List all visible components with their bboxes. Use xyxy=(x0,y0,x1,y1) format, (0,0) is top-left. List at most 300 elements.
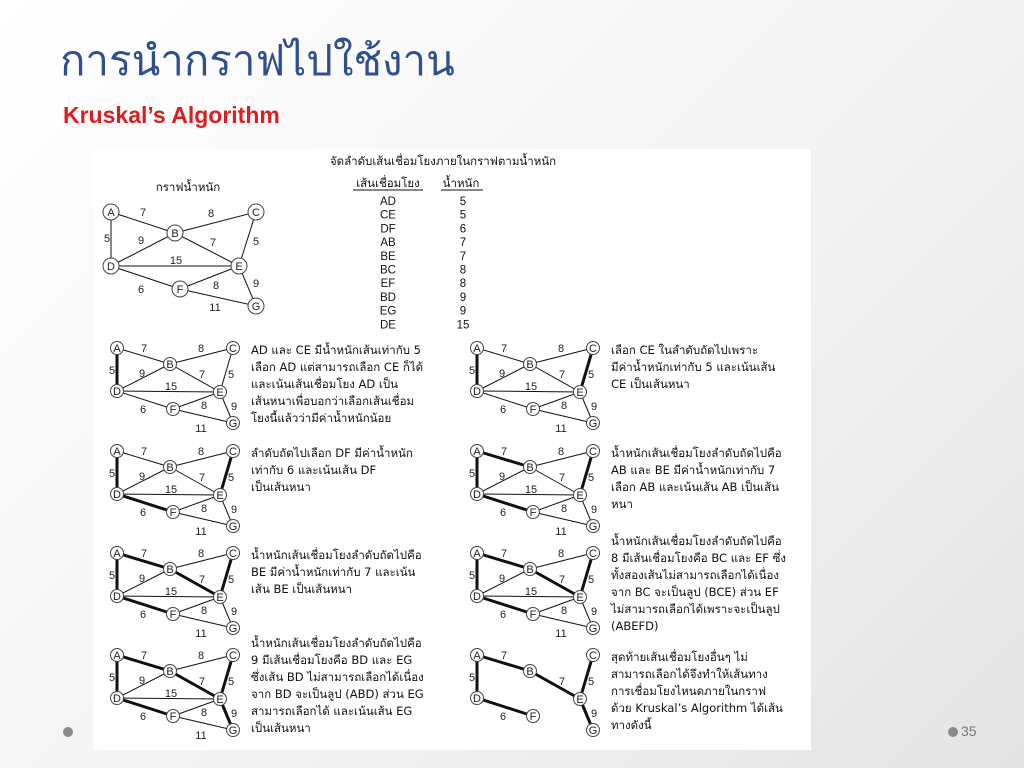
edge-weight-fg: 11 xyxy=(209,302,221,314)
step-text-line: เลือก CE ในลำดับถัดไปเพราะ xyxy=(611,343,759,357)
edge-weight-eg: 9 xyxy=(590,708,598,720)
table-weight-cell: 8 xyxy=(459,278,467,291)
node-label: D xyxy=(113,489,121,501)
step-8-graph xyxy=(469,649,600,738)
edge-weight-de: 15 xyxy=(524,381,538,393)
edge-weight-be: 7 xyxy=(558,574,566,586)
table-weight-cell: 15 xyxy=(456,319,470,332)
edge-weight-bd: 9 xyxy=(137,235,145,247)
step-text-line: การเชื่อมโยงไหนดภายในกราฟ xyxy=(611,684,767,698)
node-label: D xyxy=(107,261,115,273)
node-f xyxy=(167,403,180,417)
edge-weight-df: 6 xyxy=(499,404,507,416)
node-label: G xyxy=(228,623,238,635)
edge-weight-be: 7 xyxy=(558,369,566,381)
node-label: E xyxy=(576,592,584,604)
node-label: C xyxy=(252,207,260,219)
node-d xyxy=(111,488,124,502)
node-b xyxy=(524,358,537,372)
node-label: F xyxy=(529,609,537,621)
edge-weight-fg: 11 xyxy=(195,628,207,640)
node-label: C xyxy=(229,446,237,458)
edge-weight-bc: 8 xyxy=(197,548,205,560)
node-label: A xyxy=(113,548,121,560)
node-f xyxy=(167,506,180,520)
node-label: A xyxy=(473,548,481,560)
node-e xyxy=(231,258,247,274)
step-text-line: เส้นหนาเพื่อบอกว่าเลือกเส้นเชื่อม xyxy=(251,394,415,408)
edge-weight-ab: 7 xyxy=(139,207,147,219)
edge-bc xyxy=(175,212,256,233)
step-text-line: ลำดับถัดไปเลือก DF มีค่าน้ำหนัก xyxy=(251,446,413,460)
step-text-line: น้ำหนักเส้นเชื่อมโยงลำดับถัดไปคือ xyxy=(251,636,422,650)
edge-weight-fg: 11 xyxy=(555,628,567,640)
edge-weight-eg: 9 xyxy=(590,504,598,516)
node-f xyxy=(167,608,180,622)
node-label: F xyxy=(529,711,537,723)
edge-weight-ad: 5 xyxy=(103,233,111,245)
edge-df xyxy=(111,266,180,289)
table-weight-cell: 6 xyxy=(459,223,467,236)
step-6-description xyxy=(610,533,786,633)
node-label: A xyxy=(473,446,481,458)
node-e xyxy=(214,386,227,400)
node-d xyxy=(471,590,484,604)
step-text-line: มีค่าน้ำหนักเท่ากับ 5 และเน้นเส้น xyxy=(611,360,776,374)
step-5-graph xyxy=(109,547,240,641)
edge-weight-df: 6 xyxy=(137,284,145,296)
node-a xyxy=(111,445,124,459)
edge-weight-df: 6 xyxy=(139,609,147,621)
node-label: G xyxy=(228,418,238,430)
edge-weight-ad: 5 xyxy=(108,570,116,582)
edge-weight-fe: 8 xyxy=(200,707,208,719)
step-5-description xyxy=(251,547,422,596)
edge-weight-ad: 5 xyxy=(468,672,476,684)
step-text-line: โยงนี้แล้วว่ามีค่าน้ำหนักน้อย xyxy=(251,411,392,425)
node-label: A xyxy=(113,650,121,662)
edge-fe xyxy=(533,495,580,512)
node-e xyxy=(214,693,227,707)
edge-weight-bc: 8 xyxy=(197,343,205,355)
edge-be xyxy=(170,569,220,597)
node-label: C xyxy=(589,446,597,458)
step-text-line: จาก BD จะเป็นลูป (ABD) ส่วน EG xyxy=(251,687,424,701)
node-g xyxy=(227,622,240,636)
node-f xyxy=(167,710,180,724)
edge-weight-ce: 5 xyxy=(252,236,260,248)
node-label: A xyxy=(113,343,121,355)
node-label: A xyxy=(473,650,481,662)
node-label: A xyxy=(107,207,115,219)
node-b xyxy=(164,563,177,577)
node-c xyxy=(227,445,240,459)
node-label: C xyxy=(229,343,237,355)
table-weight-cell: 7 xyxy=(459,250,467,263)
edge-weight-ad: 5 xyxy=(108,468,116,480)
step-2-graph xyxy=(469,342,600,436)
step-text-line: (ABEFD) xyxy=(611,619,659,633)
node-label: A xyxy=(113,446,121,458)
edge-weight-fg: 11 xyxy=(195,526,207,538)
node-label: G xyxy=(228,725,238,737)
edge-weight-be: 7 xyxy=(209,237,217,249)
graph-title: กราฟน้ำหนัก xyxy=(155,180,221,194)
edge-weight-de: 15 xyxy=(164,688,178,700)
edge-be xyxy=(530,569,580,597)
step-text-line: เส้น BE เป็นเส้นหนา xyxy=(251,582,353,596)
table-weight-cell: 9 xyxy=(459,305,467,318)
node-label: E xyxy=(216,592,224,604)
table-edge-cell: AB xyxy=(380,237,396,250)
edge-fe xyxy=(533,597,580,614)
step-text-line: AB และ BE มีค่าน้ำหนักเท่ากับ 7 xyxy=(611,463,776,477)
edge-weight-ad: 5 xyxy=(108,365,116,377)
step-text-line: ด้วย Kruskal’s Algorithm ได้เส้น xyxy=(611,701,783,715)
edge-weight-df: 6 xyxy=(499,507,507,519)
edge-weight-ab: 7 xyxy=(140,343,148,355)
node-g xyxy=(227,724,240,738)
node-label: D xyxy=(473,489,481,501)
step-text-line: 8 มีเส้นเชื่อมโยงคือ BC และ EF ซึ่ง xyxy=(611,551,786,565)
edge-weight-eg: 9 xyxy=(230,504,238,516)
node-a xyxy=(111,547,124,561)
slide-bullet-left xyxy=(63,727,73,737)
page-number: 35 xyxy=(961,723,977,739)
edge-weight-ad: 5 xyxy=(468,468,476,480)
table-weight-cell: 8 xyxy=(459,264,467,277)
edge-weight-ce: 5 xyxy=(227,369,235,381)
step-text-line: สามารถเลือกได้จึงทำให้เส้นทาง xyxy=(611,667,768,681)
node-d xyxy=(103,258,119,274)
node-label: C xyxy=(229,548,237,560)
node-d xyxy=(471,385,484,399)
node-label: B xyxy=(526,462,534,474)
table-edge-cell: DE xyxy=(380,319,396,332)
step-text-line: ซึ่งเส้น BD ไม่สามารถเลือกได้เนื่อง xyxy=(251,670,424,684)
edge-weight-ce: 5 xyxy=(587,472,595,484)
step-8-description xyxy=(611,649,783,732)
node-g xyxy=(587,724,600,738)
edge-be xyxy=(170,467,220,495)
step-text-line: CE เป็นเส้นหนา xyxy=(611,377,690,391)
step-text-line: เท่ากับ 6 และเน้นเส้น DF xyxy=(251,463,377,477)
node-c xyxy=(227,649,240,663)
node-e xyxy=(574,591,587,605)
node-d xyxy=(111,385,124,399)
edge-weight-de: 15 xyxy=(524,484,538,496)
edge-weight-be: 7 xyxy=(198,472,206,484)
step-text-line: BE มีค่าน้ำหนักเท่ากับ 7 และเน้น xyxy=(251,565,416,579)
edge-weight-bd: 9 xyxy=(498,471,506,483)
step-text-line: เลือก AB และเน้นเส้น AB เป็นเส้น xyxy=(611,480,779,494)
edge-weight-bc: 8 xyxy=(207,208,215,220)
edge-fe xyxy=(180,266,239,289)
node-label: C xyxy=(229,650,237,662)
edge-weight-eg: 9 xyxy=(230,708,238,720)
node-f xyxy=(527,710,540,724)
step-2-description xyxy=(611,343,776,391)
node-e xyxy=(574,693,587,707)
edge-weight-ad: 5 xyxy=(468,570,476,582)
node-label: G xyxy=(251,301,261,313)
diagram-panel xyxy=(93,149,811,750)
step-6-graph xyxy=(469,547,600,641)
table-col-edge: เส้นเชื่อมโยง xyxy=(356,176,420,190)
edge-weight-be: 7 xyxy=(198,676,206,688)
edge-weight-be: 7 xyxy=(198,369,206,381)
edge-weight-fe: 8 xyxy=(200,400,208,412)
node-label: C xyxy=(589,343,597,355)
node-label: B xyxy=(166,564,174,576)
node-label: G xyxy=(588,521,598,533)
node-c xyxy=(587,342,600,356)
step-text-line: น้ำหนักเส้นเชื่อมโยงลำดับถัดไปคือ xyxy=(611,446,782,460)
step-text-line: จาก BC จะเป็นลูป (BCE) ส่วน EF xyxy=(611,585,779,599)
edge-weight-de: 15 xyxy=(524,586,538,598)
node-a xyxy=(471,445,484,459)
step-1-graph xyxy=(109,342,240,436)
step-text-line: และเน้นเส้นเชื่อมโยง AD เป็น xyxy=(251,377,398,391)
edge-weight-bd: 9 xyxy=(138,368,146,380)
table-edge-cell: BD xyxy=(380,291,396,304)
node-label: C xyxy=(589,548,597,560)
node-label: E xyxy=(576,387,584,399)
node-d xyxy=(471,488,484,502)
edge-weight-fe: 8 xyxy=(212,280,220,292)
edge-weight-ce: 5 xyxy=(587,369,595,381)
step-7-graph xyxy=(109,649,240,743)
table-edge-cell: BE xyxy=(380,250,396,263)
edge-fe xyxy=(173,392,220,409)
node-label: G xyxy=(588,725,598,737)
node-f xyxy=(527,506,540,520)
edge-weight-df: 6 xyxy=(499,609,507,621)
node-c xyxy=(587,649,600,663)
node-b xyxy=(164,461,177,475)
node-label: E xyxy=(216,387,224,399)
node-e xyxy=(214,489,227,503)
node-a xyxy=(111,342,124,356)
edge-weight-fg: 11 xyxy=(195,730,207,742)
node-a xyxy=(111,649,124,663)
node-e xyxy=(574,489,587,503)
node-label: B xyxy=(526,666,534,678)
node-g xyxy=(587,622,600,636)
node-c xyxy=(587,445,600,459)
edge-weight-eg: 9 xyxy=(230,401,238,413)
node-a xyxy=(471,547,484,561)
edge-weight-df: 6 xyxy=(139,404,147,416)
step-text-line: น้ำหนักเส้นเชื่อมโยงลำดับถัดไปคือ xyxy=(611,534,782,548)
edge-weight-bd: 9 xyxy=(138,675,146,687)
edge-fe xyxy=(173,597,220,614)
node-label: B xyxy=(166,462,174,474)
node-label: B xyxy=(526,359,534,371)
edge-fe xyxy=(533,392,580,409)
slide-subtitle: Kruskal’s Algorithm xyxy=(63,102,280,128)
node-label: G xyxy=(228,521,238,533)
edge-weight-eg: 9 xyxy=(590,401,598,413)
node-label: D xyxy=(473,693,481,705)
node-g xyxy=(227,417,240,431)
edge-fe xyxy=(173,699,220,716)
node-b xyxy=(167,225,183,241)
step-text-line: น้ำหนักเส้นเชื่อมโยงลำดับถัดไปคือ xyxy=(251,548,422,562)
node-g xyxy=(587,520,600,534)
node-label: F xyxy=(169,711,177,723)
node-b xyxy=(524,665,537,679)
step-text-line: สามารถเลือกได้ และเน้นเส้น EG xyxy=(251,704,413,718)
kruskal-diagram xyxy=(93,149,811,750)
node-label: D xyxy=(473,591,481,603)
table-edge-cell: AD xyxy=(380,196,396,208)
edge-weight-ce: 5 xyxy=(227,472,235,484)
node-label: F xyxy=(529,404,537,416)
step-3-graph xyxy=(109,445,240,539)
edge-be xyxy=(170,364,220,392)
table-edge-cell: EF xyxy=(380,278,396,291)
step-4-description xyxy=(611,445,782,511)
node-b xyxy=(164,665,177,679)
node-c xyxy=(227,547,240,561)
node-g xyxy=(587,417,600,431)
node-label: D xyxy=(473,386,481,398)
node-f xyxy=(527,403,540,417)
edge-be xyxy=(175,233,239,266)
node-label: F xyxy=(169,609,177,621)
step-text-line: หนา xyxy=(611,497,633,511)
edge-weight-ce: 5 xyxy=(227,676,235,688)
node-b xyxy=(164,358,177,372)
node-g xyxy=(227,520,240,534)
node-label: A xyxy=(473,343,481,355)
node-c xyxy=(248,204,264,220)
node-f xyxy=(172,281,188,297)
step-7-description xyxy=(251,635,424,735)
edge-be xyxy=(530,671,580,699)
node-label: B xyxy=(171,228,179,240)
step-3-description xyxy=(251,445,413,494)
edge-weight-bd: 9 xyxy=(498,368,506,380)
node-d xyxy=(111,692,124,706)
table-weight-cell: 7 xyxy=(459,237,467,250)
edge-weight-ab: 7 xyxy=(500,548,508,560)
edge-weight-bc: 8 xyxy=(197,650,205,662)
node-g xyxy=(248,298,264,314)
edge-weight-fg: 11 xyxy=(195,423,207,435)
edge-weight-be: 7 xyxy=(558,472,566,484)
node-label: D xyxy=(113,386,121,398)
edge-weight-df: 6 xyxy=(139,711,147,723)
edge-be xyxy=(530,364,580,392)
step-text-line: เลือก AD แต่สามารถเลือก CE ก็ได้ xyxy=(251,360,424,374)
node-label: G xyxy=(588,418,598,430)
node-a xyxy=(103,204,119,220)
step-text-line: ทางดังนี้ xyxy=(611,718,652,732)
edge-weight-fe: 8 xyxy=(560,605,568,617)
edge-weight-be: 7 xyxy=(558,676,566,688)
node-f xyxy=(527,608,540,622)
edge-weight-fe: 8 xyxy=(200,605,208,617)
edge-weight-fe: 8 xyxy=(560,503,568,515)
step-4-graph xyxy=(469,445,600,539)
edge-weight-ab: 7 xyxy=(500,343,508,355)
edge-weight-fg: 11 xyxy=(555,526,567,538)
edge-weight-ab: 7 xyxy=(140,650,148,662)
edge-weight-ab: 7 xyxy=(140,446,148,458)
step-1-description xyxy=(251,342,423,425)
step-text-line: สุดท้ายเส้นเชื่อมโยงอื่นๆ ไม่ xyxy=(611,650,748,664)
node-label: E xyxy=(235,261,243,273)
edge-weight-ce: 5 xyxy=(227,574,235,586)
node-label: B xyxy=(166,359,174,371)
node-c xyxy=(587,547,600,561)
node-e xyxy=(214,591,227,605)
edge-be xyxy=(170,671,220,699)
node-label: D xyxy=(113,591,121,603)
table-col-weight: น้ำหนัก xyxy=(442,176,480,190)
node-b xyxy=(524,563,537,577)
sorted-edge-table xyxy=(330,153,556,331)
step-text-line: เป็นเส้นหนา xyxy=(251,480,311,494)
edge-weight-ad: 5 xyxy=(468,365,476,377)
node-label: D xyxy=(113,693,121,705)
node-d xyxy=(471,692,484,706)
step-text-line: เป็นเส้นหนา xyxy=(251,721,311,735)
step-text-line: ไม่สามารถเลือกได้เพราะจะเป็นลูป xyxy=(611,602,780,616)
node-label: C xyxy=(589,650,597,662)
step-text-line: ทั้งสองเส้นไม่สามารถเลือกได้เนื่อง xyxy=(611,568,779,582)
node-label: F xyxy=(529,507,537,519)
edge-weight-eg: 9 xyxy=(252,278,260,290)
node-a xyxy=(471,649,484,663)
slide-bullet-right xyxy=(948,727,958,737)
edge-weight-df: 6 xyxy=(139,507,147,519)
edge-weight-bc: 8 xyxy=(557,446,565,458)
table-weight-cell: 5 xyxy=(459,196,467,208)
edge-weight-bd: 9 xyxy=(138,471,146,483)
node-label: E xyxy=(576,490,584,502)
edge-weight-ab: 7 xyxy=(500,650,508,662)
edge-weight-de: 15 xyxy=(164,381,178,393)
node-label: E xyxy=(216,490,224,502)
edge-be xyxy=(530,467,580,495)
step-text-line: 9 มีเส้นเชื่อมโยงคือ BD และ EG xyxy=(251,653,413,667)
edge-weight-de: 15 xyxy=(164,484,178,496)
table-edge-cell: EG xyxy=(379,305,397,318)
node-label: G xyxy=(588,623,598,635)
edge-weight-ad: 5 xyxy=(108,672,116,684)
edge-weight-ab: 7 xyxy=(500,446,508,458)
edge-weight-bc: 8 xyxy=(557,548,565,560)
table-edge-cell: BC xyxy=(380,264,396,277)
edge-weight-de: 15 xyxy=(164,586,178,598)
weighted-graph xyxy=(103,204,264,314)
edge-weight-fg: 11 xyxy=(555,423,567,435)
table-edge-cell: DF xyxy=(380,223,396,236)
edge-weight-de: 15 xyxy=(169,255,183,267)
node-d xyxy=(111,590,124,604)
node-b xyxy=(524,461,537,475)
table-edge-cell: CE xyxy=(380,209,396,222)
node-label: B xyxy=(526,564,534,576)
edge-weight-df: 6 xyxy=(499,711,507,723)
edge-weight-fe: 8 xyxy=(200,503,208,515)
node-label: E xyxy=(576,694,584,706)
edge-weight-eg: 9 xyxy=(230,606,238,618)
node-label: B xyxy=(166,666,174,678)
